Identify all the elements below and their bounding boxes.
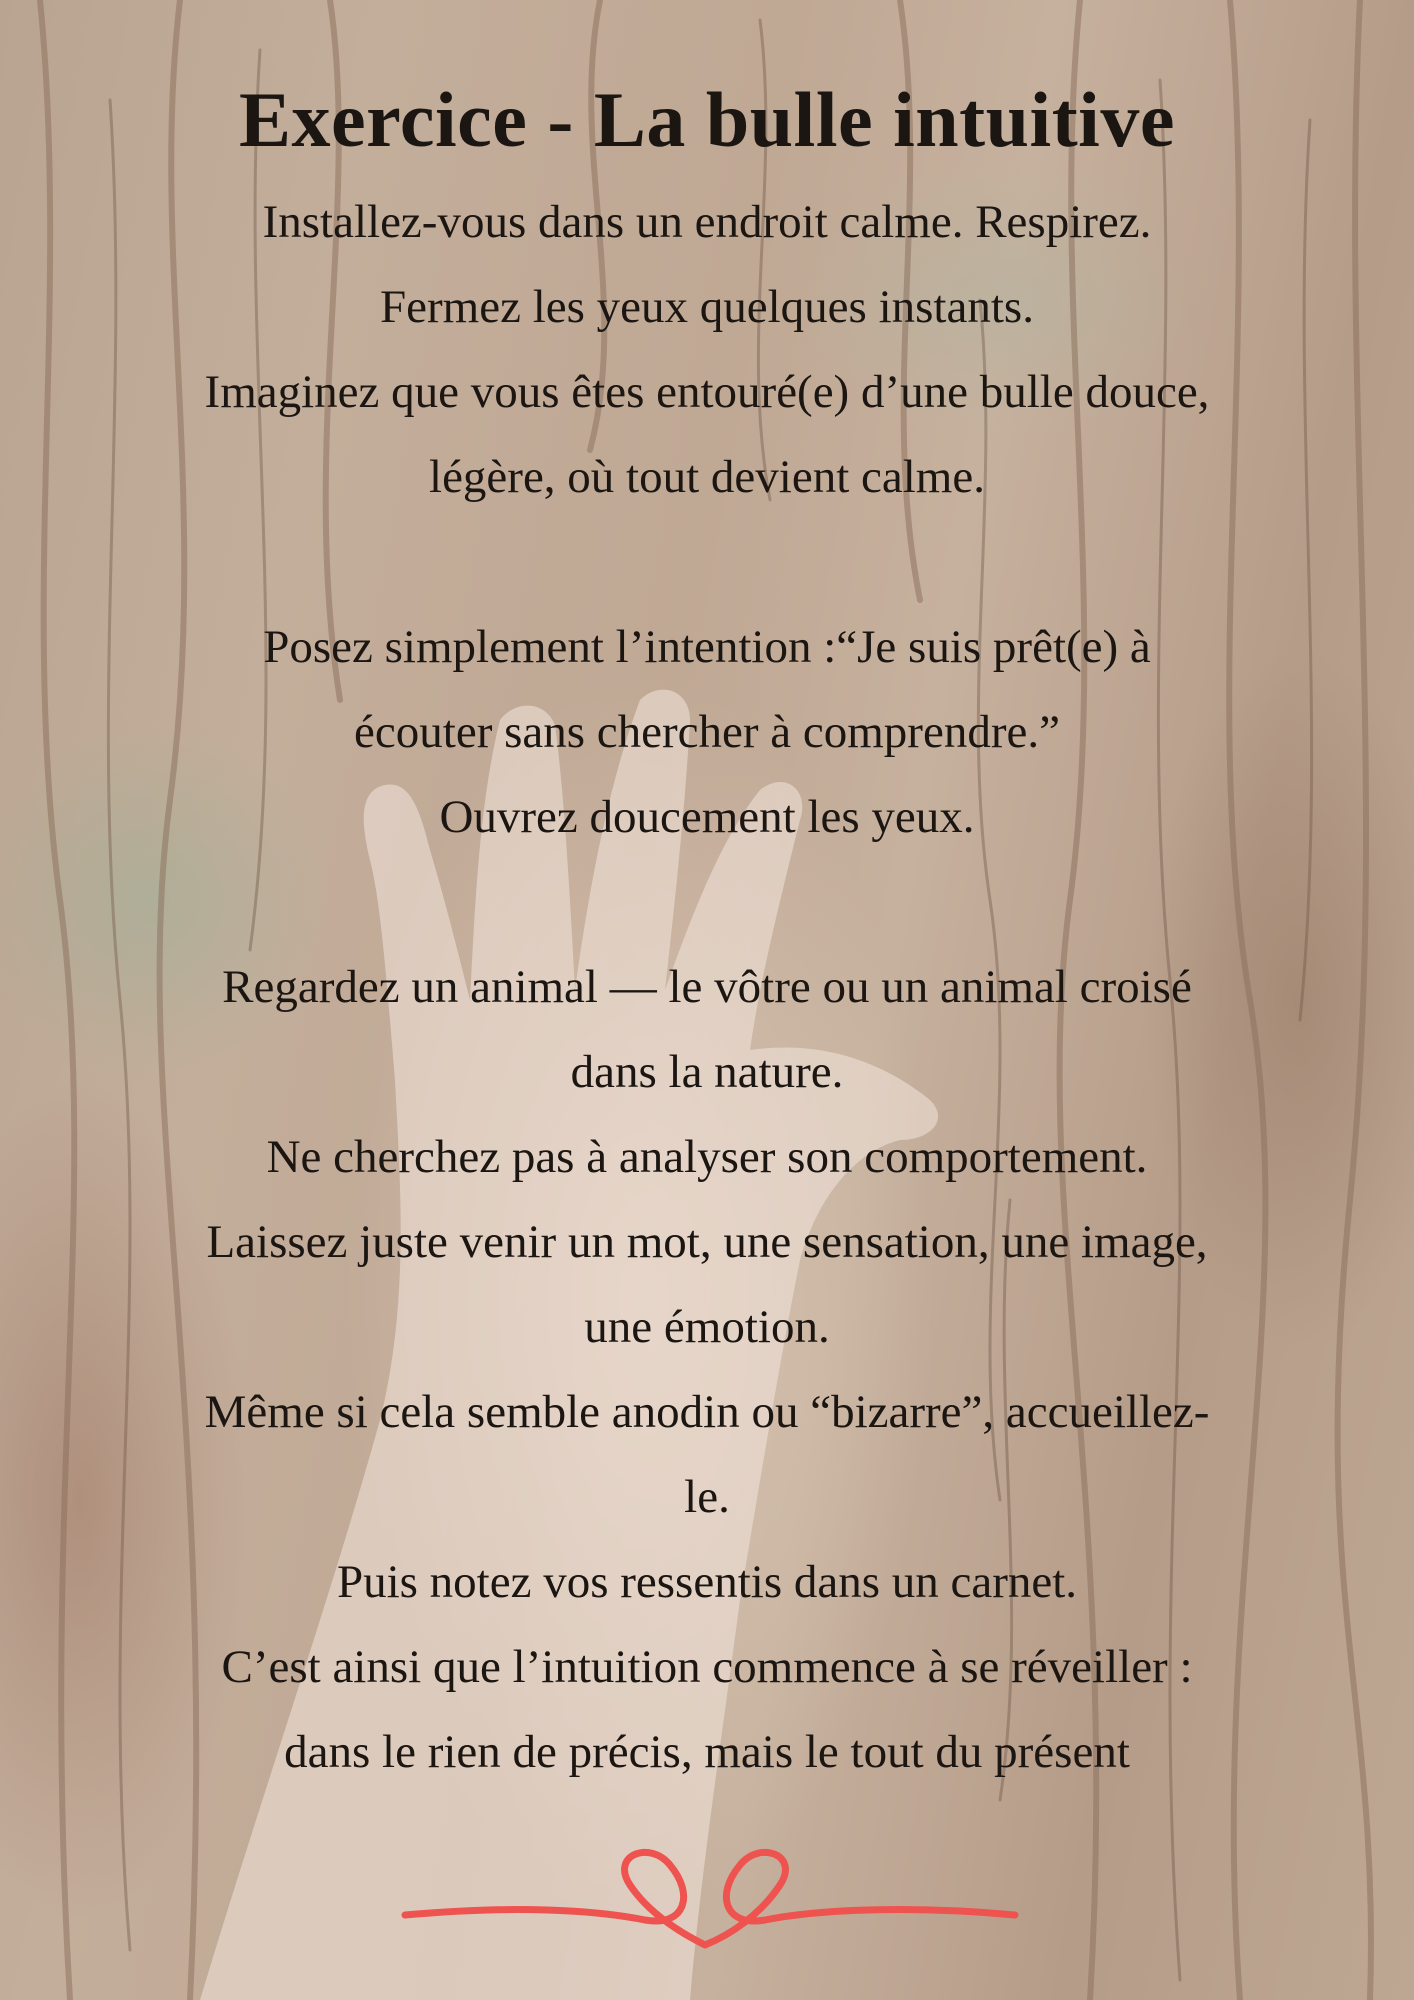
paragraph-3 [60,945,1354,1795]
text-line: dans la nature. [570,1046,844,1098]
text-line: Puis notez vos ressentis dans un carnet. [336,1556,1078,1608]
text-line: Posez simplement l’intention :“Je suis prêt(e) à [263,621,1151,673]
paragraph-2 [60,605,1354,860]
exercise-text-block [60,70,1354,1795]
paragraph-gap [60,860,1354,945]
text-line: Regardez un animal — le vôtre ou un animal croisé [222,961,1192,1013]
text-line: une émotion. [584,1301,830,1353]
paragraph-1 [60,180,1354,520]
text-line: écouter sans chercher à comprendre.” [354,706,1060,758]
text-line: Ne cherchez pas à analyser son comportement. [266,1131,1148,1183]
text-line: dans le rien de précis, mais le tout du présent [284,1726,1130,1778]
text-line: Imaginez que vous êtes entouré(e) d’une bulle douce, [204,366,1210,418]
page-title: Exercice - La bulle intuitive [239,76,1175,163]
text-line: Ouvrez doucement les yeux. [439,791,975,843]
text-line: légère, où tout devient calme. [429,451,985,503]
text-line: C’est ainsi que l’intuition commence à se réveiller : [221,1641,1193,1693]
text-line: Fermez les yeux quelques instants. [380,281,1034,333]
text-line: le. [684,1471,730,1523]
text-line: Laissez juste venir un mot, une sensation, une image, [206,1216,1208,1268]
text-line: Installez-vous dans un endroit calme. Respirez. [262,196,1152,248]
text-line: Même si cela semble anodin ou “bizarre”, accueillez- [204,1386,1210,1438]
heart-icon [395,1835,1025,1955]
paragraph-gap [60,520,1354,605]
